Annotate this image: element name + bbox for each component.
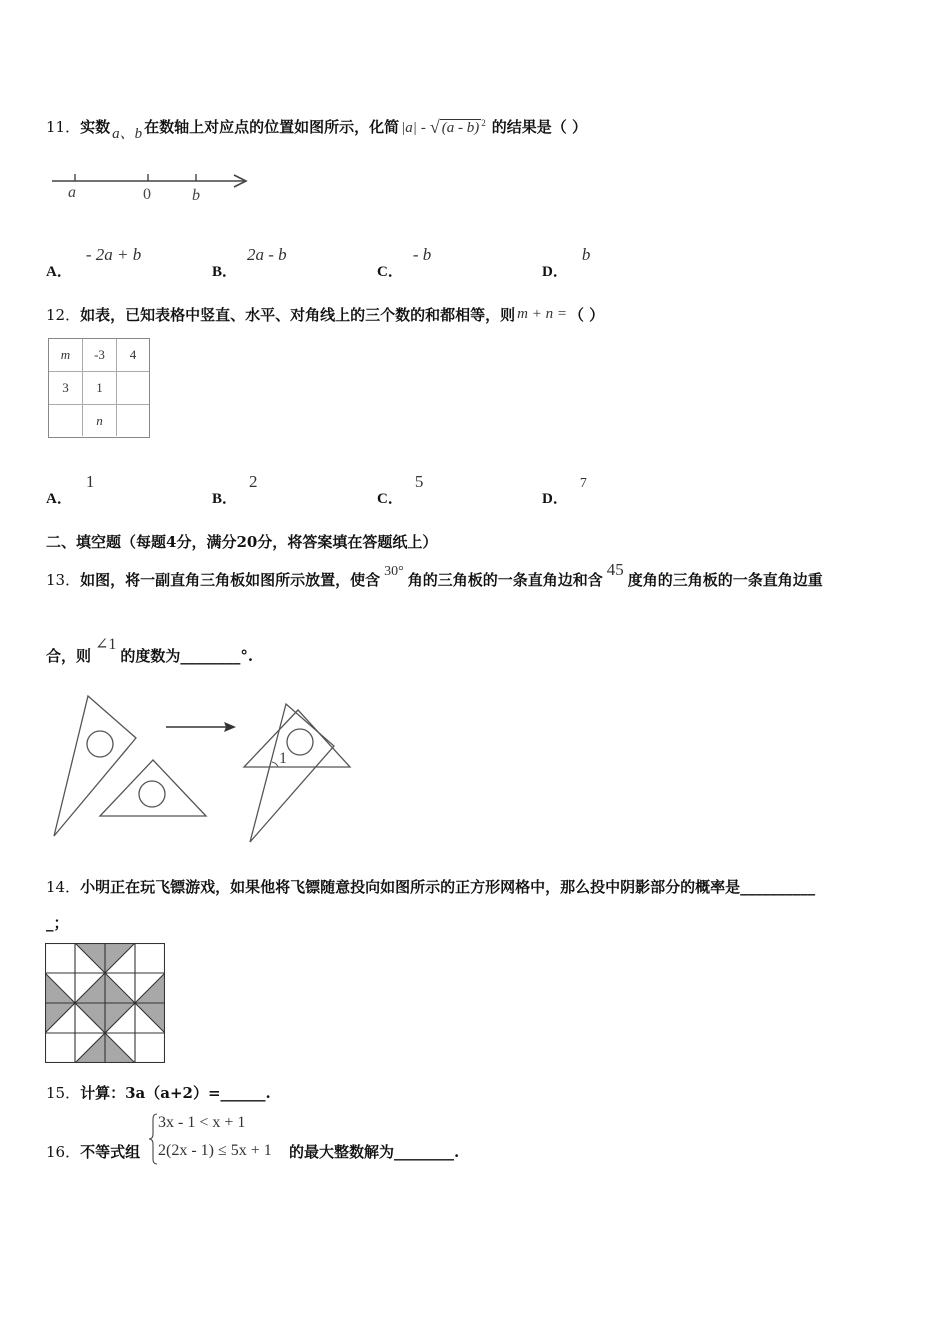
q13-number: 13． <box>46 571 81 589</box>
q12-grid <box>48 338 150 438</box>
q15-number: 15． <box>46 1084 81 1102</box>
q11-option-c-letter: C． <box>377 264 403 280</box>
q11-text-a: 实数 <box>80 118 111 136</box>
q12-number: 12． <box>46 306 81 324</box>
grid-cell <box>117 405 149 436</box>
q11-option-a[interactable] <box>46 244 142 280</box>
axis-label-a: a <box>68 184 76 201</box>
q12-option-d-value: 7 <box>579 476 587 491</box>
q11-expr-exp: 2 <box>481 118 486 128</box>
grid-cell: 1 <box>83 372 117 405</box>
q11-var-ab: a、b <box>112 126 143 142</box>
q15-text: 计算：3a（a+2）=______. <box>80 1084 271 1102</box>
q16-line <box>46 1141 140 1162</box>
q11-option-b[interactable] <box>212 244 287 280</box>
q11-option-b-letter: B． <box>212 264 238 280</box>
q11-expr-sqrt: (a - b) <box>441 120 480 136</box>
q11-option-d-letter: D． <box>542 264 568 280</box>
q13-deg45: 45 <box>606 560 624 579</box>
q11-expr-minus: - <box>420 120 426 136</box>
q14-text-a: 小明正在玩飞镖游戏，如果他将飞镖随意投向如图所示的正方形网格中，那么投中阴影部分的概率是__________ <box>80 878 816 896</box>
q11-expr-abs: |a| <box>401 120 417 136</box>
q13-angle: ∠1 <box>95 636 117 653</box>
q14-dart-grid <box>45 943 165 1063</box>
q12-option-c[interactable] <box>377 471 424 507</box>
q11-option-a-value: - 2a + b <box>85 245 142 264</box>
q11-option-a-letter: A． <box>46 264 72 280</box>
q13-text-d: 合，则 <box>46 647 92 665</box>
q11-text-b: 在数轴上对应点的位置如图所示，化简 <box>144 118 400 136</box>
q13-text-c: 度角的三角板的一条直角边重 <box>627 571 823 589</box>
q16-number: 16． <box>46 1143 81 1161</box>
q11-option-b-value: 2a - b <box>247 245 287 264</box>
q11-number-line <box>48 166 258 206</box>
section-2-title: 二、填空题（每题4分，满分20分，将答案填在答题纸上） <box>46 533 438 551</box>
q12-option-b[interactable] <box>212 471 258 507</box>
grid-cell: 3 <box>49 372 83 405</box>
grid-cell: 4 <box>117 339 149 372</box>
grid-cell <box>49 405 83 436</box>
q11-option-c-value: - b <box>412 245 432 264</box>
q11-option-d[interactable] <box>542 244 591 280</box>
q13-line-2 <box>46 636 254 666</box>
axis-label-b: b <box>192 187 200 204</box>
q13-deg30: 30° <box>384 564 404 579</box>
q12-option-d[interactable] <box>542 471 587 507</box>
q12-option-d-letter: D． <box>542 491 568 507</box>
q11-text-c: 的结果是（ ） <box>491 118 588 136</box>
grid-cell: n <box>83 405 117 436</box>
q14-line-2: _； <box>46 914 69 932</box>
q16-ineq-2: 2(2x - 1) ≤ 5x + 1 <box>158 1142 272 1159</box>
q12-text-b: （ ） <box>568 306 605 324</box>
q14-number: 14． <box>46 878 81 896</box>
q11-option-c[interactable] <box>377 244 432 280</box>
q12-option-a[interactable] <box>46 471 95 507</box>
q15-line <box>46 1082 271 1103</box>
q12-text-a: 如表，已知表格中竖直、水平、对角线上的三个数的和都相等，则 <box>80 306 516 324</box>
q11-option-d-value: b <box>581 245 591 264</box>
q11-number: 11． <box>46 118 81 136</box>
q12-option-b-letter: B． <box>212 491 238 507</box>
q13-text-e: 的度数为________°. <box>120 647 254 665</box>
grid-cell: m <box>49 339 83 372</box>
brace-icon <box>148 1112 158 1166</box>
q13-triangle-figure <box>48 690 358 850</box>
q13-line-1 <box>46 560 823 590</box>
q13-text-b: 角的三角板的一条直角边和含 <box>407 571 603 589</box>
q12-option-b-value: 2 <box>249 472 258 491</box>
q16-inequality-system <box>148 1112 290 1166</box>
grid-cell <box>117 372 149 405</box>
q12-option-a-letter: A． <box>46 491 72 507</box>
q13-fig-label: 1 <box>279 750 287 767</box>
q13-text-a: 如图，将一副直角三角板如图所示放置，使含 <box>80 571 381 589</box>
q12-option-c-letter: C． <box>377 491 403 507</box>
q12-line <box>46 304 604 325</box>
q16-ineq-1: 3x - 1 < x + 1 <box>158 1114 246 1131</box>
q14-line-1 <box>46 876 815 897</box>
axis-label-zero: 0 <box>143 186 151 203</box>
q12-expr: m + n = <box>517 306 567 322</box>
q12-option-a-value: 1 <box>85 472 95 491</box>
q16-text-a: 不等式组 <box>80 1143 141 1161</box>
grid-cell: -3 <box>83 339 117 372</box>
q12-option-c-value: 5 <box>414 472 424 491</box>
q11-line: 11．实数 a、b 在数轴上对应点的位置如图所示，化简 |a| - √ (a - b) $^2$ 的结果是（ ） <box>46 117 588 142</box>
q16-text-b: 的最大整数解为________. <box>289 1143 460 1161</box>
